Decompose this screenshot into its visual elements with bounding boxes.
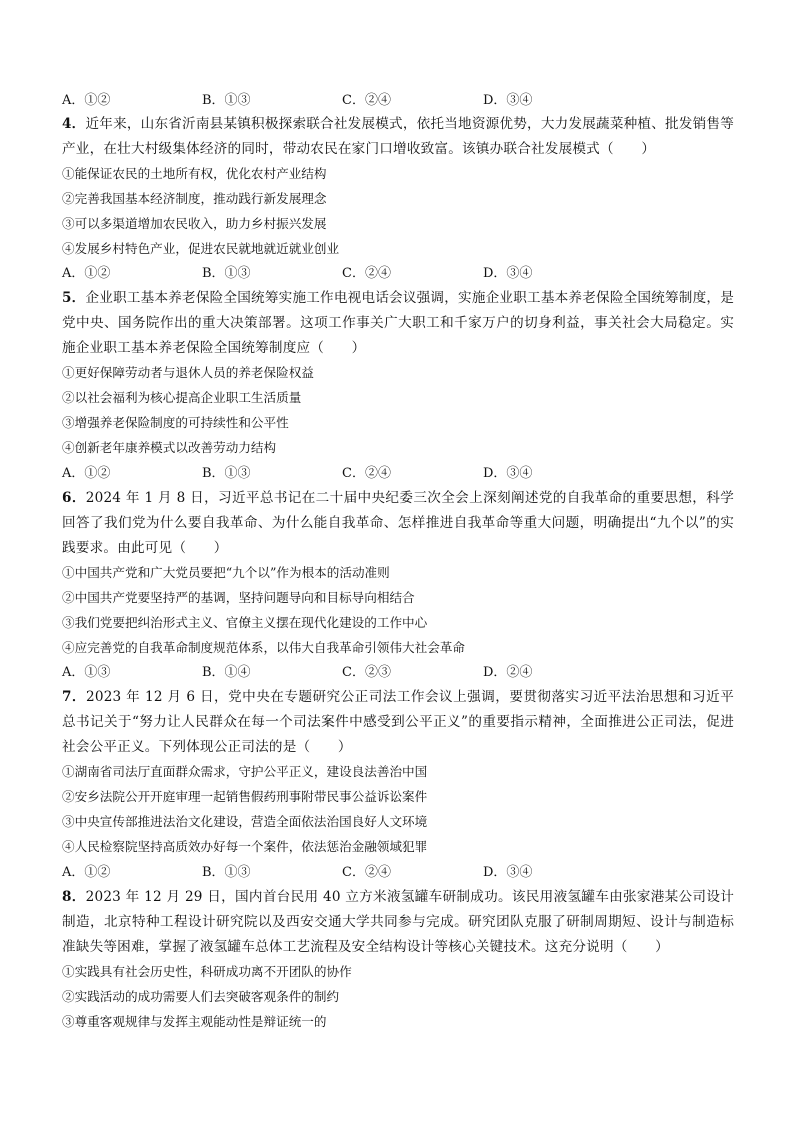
q4-option-d: D．③④ <box>483 266 533 281</box>
q4-options <box>62 264 742 284</box>
q7-option-a: A．①② <box>62 865 111 880</box>
q4-stem-text: 近年来，山东省沂南县某镇积极探索联合社发展模式，依托当地资源优势，大力发展蔬菜种植、批发销售等产业，在壮大村级集体经济的同时，带动农民在家门口增收致富。该镇办联合社发展模式（ ） <box>62 116 734 157</box>
q7-stem <box>62 685 734 760</box>
q4-option-a: A．①② <box>62 266 111 281</box>
q4-option-c: C．②④ <box>342 266 391 281</box>
q4-item-1: ①能保证农民的土地所有权，优化农村产业结构 <box>62 166 327 181</box>
q5-option-c: C．②④ <box>342 466 391 481</box>
q5-stem <box>62 286 734 361</box>
q6-item-1: ①中国共产党和广大党员要把“九个以”作为根本的活动准则 <box>62 565 390 580</box>
q6-item-4: ④应完善党的自我革命制度规范体系，以伟大自我革命引领伟大社会革命 <box>62 640 465 655</box>
q3-options <box>62 91 742 111</box>
q7-item-3: ③中央宣传部推进法治文化建设，营造全面依法治国良好人文环境 <box>62 814 428 829</box>
q6-item-3: ③我们党要把纠治形式主义、官僚主义摆在现代化建设的工作中心 <box>62 615 428 630</box>
q6-stem-text: 2024 年 1 月 8 日，习近平总书记在二十届中央纪委三次全会上深刻阐述党的自我革命的重要思想，科学回答了我们党为什么要自我革命、为什么能自我革命、怎样推进自我革命等重大问题，明确提出“九个以”的实践要求。由此可见（ ） <box>62 490 734 556</box>
q6-option-a: A．①③ <box>62 665 111 680</box>
q8-number: 8． <box>62 889 86 905</box>
q5-option-b: B．①③ <box>202 466 251 481</box>
q3-option-a: A．①② <box>62 93 111 108</box>
q6-option-b: B．①④ <box>202 665 251 680</box>
q7-option-b: B．①③ <box>202 865 251 880</box>
q8-stem <box>62 885 734 960</box>
q6-item-2: ②中国共产党要坚持严的基调，坚持问题导向和目标导向相结合 <box>62 590 415 605</box>
q3-option-c: C．②④ <box>342 93 391 108</box>
q4-option-b: B．①③ <box>202 266 251 281</box>
q5-number: 5． <box>62 290 86 306</box>
q4-item-4: ④发展乡村特色产业，促进农民就地就近就业创业 <box>62 241 340 256</box>
q8-stem-text: 2023 年 12 月 29 日，国内首台民用 40 立方米液氢罐车研制成功。该民用液氢罐车由张家港某公司设计制造，北京特种工程设计研究院以及西安交通大学共同参与完成。研究团队克服了研制周期短、设计与制造标准缺失等困难，掌握了液氢罐车总体工艺流程及安全结构设计等核心关键技术。这充分说明（ ） <box>62 889 735 955</box>
q7-stem-text: 2023 年 12 月 6 日，党中央在专题研究公正司法工作会议上强调，要贯彻落实习近平法治思想和习近平总书记关于“努力让人民群众在每一个司法案件中感受到公平正义”的重要指示精神，全面推进公正司法，促进社会公平正义。下列体现公正司法的是（ ） <box>62 689 735 755</box>
q4-item-3: ③可以多渠道增加农民收入，助力乡村振兴发展 <box>62 216 327 231</box>
q6-option-d: D．②④ <box>483 665 533 680</box>
q4-stem <box>62 112 734 162</box>
q7-item-2: ②安乡法院公开开庭审理一起销售假药刑事附带民事公益诉讼案件 <box>62 789 428 804</box>
q6-options <box>62 663 742 683</box>
q4-number: 4． <box>62 116 86 132</box>
q3-option-b: B．①③ <box>202 93 251 108</box>
q5-item-1: ①更好保障劳动者与退休人员的养老保险权益 <box>62 365 314 380</box>
q6-stem <box>62 486 734 561</box>
q8-item-1: ①实践具有社会历史性，科研成功离不开团队的协作 <box>62 964 352 979</box>
q7-item-4: ④人民检察院坚持高质效办好每一个案件，依法惩治金融领域犯罪 <box>62 839 428 854</box>
q7-option-c: C．②④ <box>342 865 391 880</box>
q5-item-3: ③增强养老保险制度的可持续性和公平性 <box>62 415 289 430</box>
q3-option-d: D．③④ <box>483 93 533 108</box>
q5-options <box>62 464 742 484</box>
q6-option-c: C．②③ <box>342 665 391 680</box>
q7-option-d: D．③④ <box>483 865 533 880</box>
q5-option-d: D．③④ <box>483 466 533 481</box>
q5-item-4: ④创新老年康养模式以改善劳动力结构 <box>62 440 277 455</box>
q7-options <box>62 863 742 883</box>
q5-item-2: ②以社会福利为核心提高企业职工生活质量 <box>62 390 302 405</box>
q8-item-2: ②实践活动的成功需要人们去突破客观条件的制约 <box>62 989 340 1004</box>
q5-option-a: A．①② <box>62 466 111 481</box>
q8-item-3: ③尊重客观规律与发挥主观能动性是辩证统一的 <box>62 1014 327 1029</box>
q5-stem-text: 企业职工基本养老保险全国统筹实施工作电视电话会议强调，实施企业职工基本养老保险全国统筹制度，是党中央、国务院作出的重大决策部署。这项工作事关广大职工和千家万户的切身利益，事关社会大局稳定。实施企业职工基本养老保险全国统筹制度应（ ） <box>62 290 734 356</box>
q7-item-1: ①湖南省司法厅直面群众需求，守护公平正义，建设良法善治中国 <box>62 764 428 779</box>
q4-item-2: ②完善我国基本经济制度，推动践行新发展理念 <box>62 191 327 206</box>
q6-number: 6． <box>62 490 86 506</box>
q7-number: 7． <box>62 689 86 705</box>
